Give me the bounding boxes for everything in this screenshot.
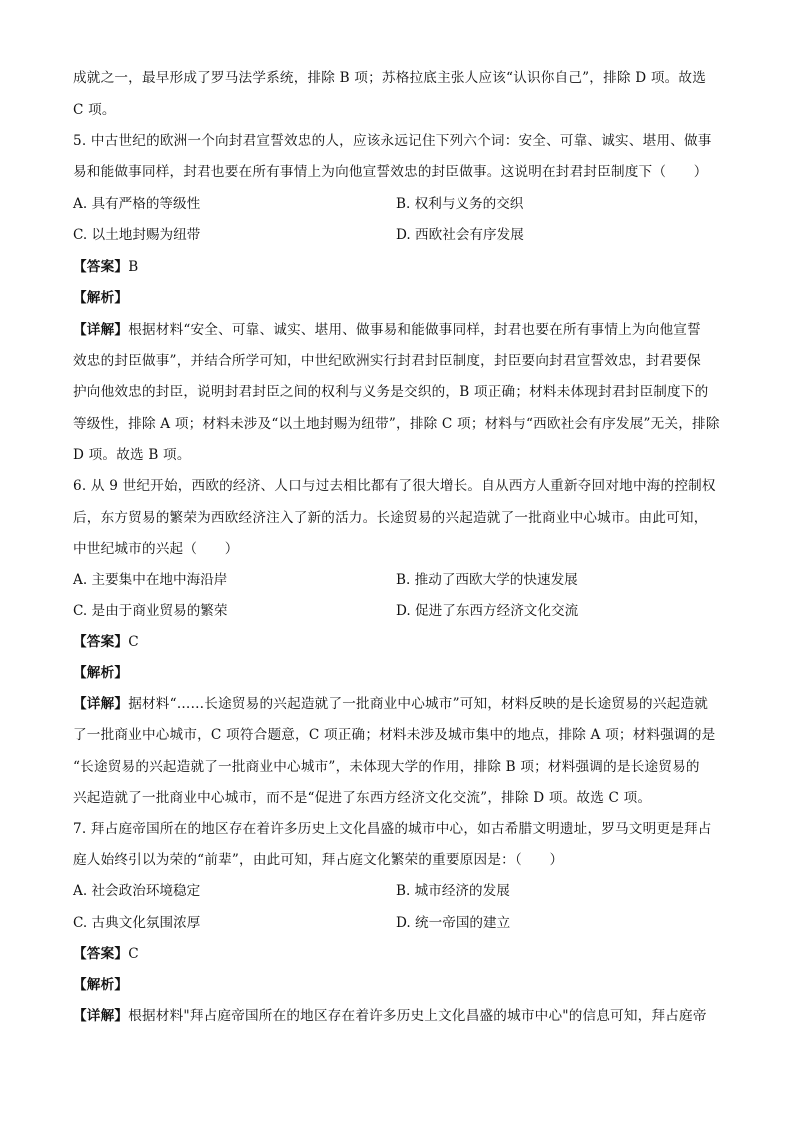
q5-detail-line-3: 护向他效忠的封臣，说明封君封臣之间的权利与义务是交织的，B 项正确；材料未体现封君封臣制度下的 [73,384,709,400]
q7-stem-line-1: 7. 拜占庭帝国所在的地区存在着许多历史上文化昌盛的城市中心，如古希腊文明遗址，罗马文明更是拜占 [73,821,712,837]
q5-answer [73,255,138,275]
q7-stem-line-2: 庭人始终引以为荣的“前辈”，由此可知，拜占庭文化繁荣的重要原因是：（ ） [73,852,564,868]
q6-option-d: D. 促进了东西方经济文化交流 [396,603,579,619]
q6-detail-line-3: “长途贸易的兴起造就了一批商业中心城市”，未体现大学的作用，排除 B 项；材料强调的是长途贸易的 [73,759,700,775]
q5-detail-line-1: 【详解】根据材料“安全、可靠、诚实、堪用、做事易和能做事同样，封君也要在所有事情上为向他宣誓 [73,322,701,338]
q7-option-a: A. 社会政治环境稳定 [73,883,201,899]
q6-stem-line-1: 6. 从 9 世纪开始，西欧的经济、人口与过去相比都有了很大增长。自从西方人重新夺回对地中海的控制权 [73,478,716,494]
q6-option-a: A. 主要集中在地中海沿岸 [73,572,228,588]
q5-option-a: A. 具有严格的等级性 [73,196,201,212]
q7-analysis-tag: 【解析】 [73,977,129,993]
q6-stem-line-2: 后，东方贸易的繁荣为西欧经济注入了新的活力。长途贸易的兴起造就了一批商业中心城市。由此可知， [73,510,708,526]
q5-analysis-tag: 【解析】 [73,290,129,306]
q7-option-b: B. 城市经济的发展 [396,883,510,899]
q7-detail-line-1: 【详解】根据材料"拜占庭帝国所在的地区存在着许多历史上文化昌盛的城市中心"的信息可知，拜占庭帝 [73,1008,707,1024]
detail-tag: 【详解】 [73,322,129,338]
answer-tag: 【答案】 [73,634,129,650]
q6-stem-line-3: 中世纪城市的兴起（ ） [73,541,239,557]
q5-detail-line-2: 效忠的封臣做事”，并结合所学可知，中世纪欧洲实行封君封臣制度，封臣要向封君宣誓效忠，封君要保 [73,353,701,369]
q6-detail-line-1: 【详解】据材料“……长途贸易的兴起造就了一批商业中心城市”可知，材料反映的是长途贸易的兴起造就 [73,696,709,712]
answer-value: C [128,946,139,962]
q5-option-b: B. 权利与义务的交织 [396,196,524,212]
q7-answer [73,942,139,962]
answer-tag: 【答案】 [73,259,129,275]
q7-option-c: C. 古典文化氛围浓厚 [73,915,201,931]
q6-detail-line-2: 了一批商业中心城市，C 项符合题意，C 项正确；材料未涉及城市集中的地点，排除 A 项；材料强调的是 [73,727,716,743]
q7-option-d: D. 统一帝国的建立 [396,915,511,931]
q6-analysis-tag: 【解析】 [73,665,129,681]
q5-option-c: C. 以土地封赐为纽带 [73,227,201,243]
q5-detail-line-5: D 项。故选 B 项。 [73,447,191,463]
q6-option-b: B. 推动了西欧大学的快速发展 [396,572,578,588]
q5-stem-line-2: 易和能做事同样，封君也要在所有事情上为向他宣誓效忠的封臣做事。这说明在封君封臣制度下（ ） [73,164,708,180]
q5-detail-line-4: 等级性，排除 A 项；材料未涉及“以土地封赐为纽带”，排除 C 项；材料与“西欧社会有序发展”无关，排除 [73,416,720,432]
intro-line-1: 成就之一，最早形成了罗马法学系统，排除 B 项；苏格拉底主张人应该“认识你自己”，排除 D 项。故选 [73,70,707,86]
answer-value: C [128,634,139,650]
q6-detail-line-4: 兴起造就了一批商业中心城市，而不是“促进了东西方经济文化交流”，排除 D 项。故选 C 项。 [73,790,652,806]
answer-tag: 【答案】 [73,946,129,962]
answer-value: B [128,259,139,275]
q5-stem-line-1: 5. 中古世纪的欧洲一个向封君宣誓效忠的人，应该永远记住下列六个词：安全、可靠、诚实、堪用、做事 [73,133,712,149]
q6-option-c: C. 是由于商业贸易的繁荣 [73,603,228,619]
detail-tag: 【详解】 [73,1008,129,1024]
q6-answer [73,630,139,650]
q5-option-d: D. 西欧社会有序发展 [396,227,524,243]
detail-tag: 【详解】 [73,696,129,712]
intro-line-2: C 项。 [73,102,116,118]
